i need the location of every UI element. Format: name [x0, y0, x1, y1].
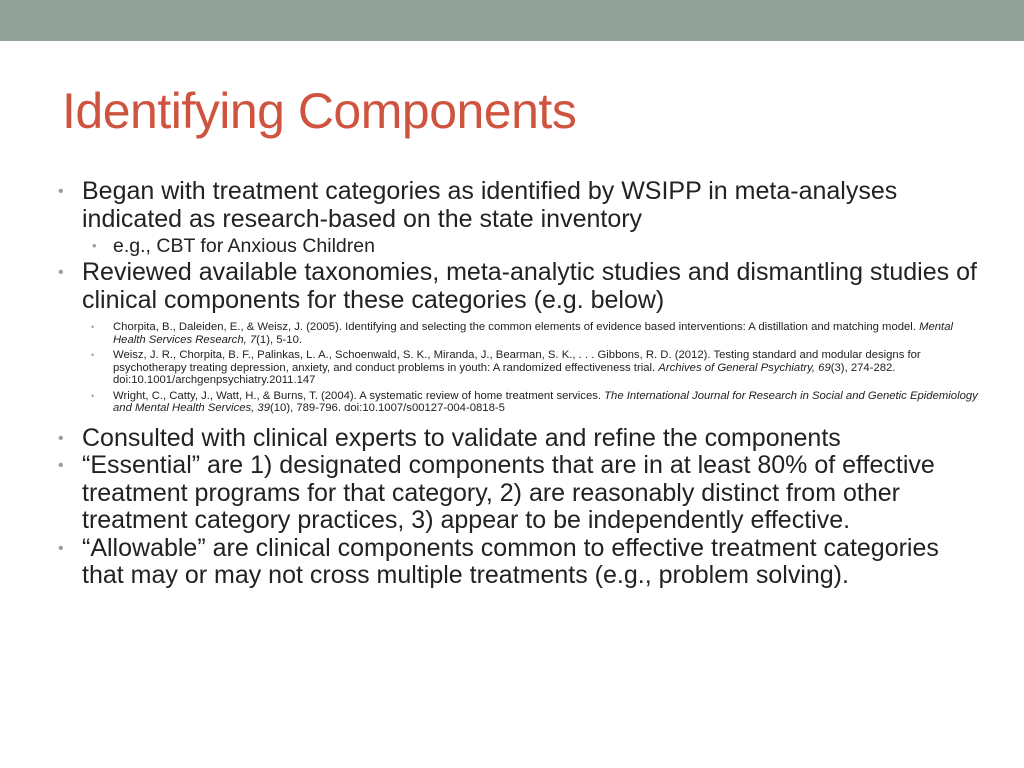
- reference-chorpita-2005: [58, 321, 978, 346]
- reference-details: (3), 274-282. doi:10.1001/archgenpsychiatry.2011.147: [113, 361, 896, 386]
- bullet-reviewed-taxonomies: • Reviewed available taxonomies, meta-analytic studies and dismantling studies of clinical components for these categories (e.g. below): [58, 259, 978, 314]
- reference-journal: Archives of General Psychiatry, 69: [658, 361, 831, 374]
- bullet-consulted-experts: • Consulted with clinical experts to validate and refine the components: [58, 425, 978, 453]
- bullet-essential-definition: • “Essential” are 1) designated components that are in at least 80% of effective treatment programs for that category, 2) are reasonably distinct from other treatment category practices, 3) appear to be independently effective.: [58, 452, 978, 535]
- reference-details: (1), 5-10.: [256, 333, 303, 346]
- reference-journal: Mental Health Services Research, 7: [113, 321, 953, 346]
- reference-details: (10), 789-796. doi:10.1007/s00127-004-0818-5: [270, 402, 505, 414]
- bullet-treatment-categories: • Began with treatment categories as identified by WSIPP in meta-analyses indicated as research-based on the state inventory: [58, 178, 978, 233]
- reference-text: Chorpita, B., Daleiden, E., & Weisz, J. (2005). Identifying and selecting the common elements of evidence based interventions: A distillation and matching model.: [113, 321, 920, 333]
- reference-journal: The International Journal for Research in Social and Genetic Epidemiology and Mental Health Services, 39: [113, 389, 978, 414]
- slide-content: [58, 178, 978, 590]
- sub-bullet-example: • e.g., CBT for Anxious Children: [58, 233, 978, 259]
- reference-weisz-2012: [58, 349, 978, 387]
- reference-wright-2004: [58, 390, 978, 415]
- bullet-allowable-definition: • “Allowable” are clinical components common to effective treatment categories that may or may not cross multiple treatments (e.g., problem solving).: [58, 535, 978, 590]
- reference-text: Wright, C., Catty, J., Watt, H., & Burns, T. (2004). A systematic review of home treatment services.: [113, 389, 605, 402]
- reference-text: Weisz, J. R., Chorpita, B. F., Palinkas, L. A., Schoenwald, S. K., Miranda, J., Bearman, S. K., . . . Gibbons, R. D. (2012). Testing standard and modular designs for psychotherapy treating depression, anxiety, and conduct problems in youth: A randomized effectiveness trial.: [113, 349, 921, 374]
- reference-list: [58, 321, 978, 415]
- top-accent-bar: [0, 0, 1024, 41]
- slide-title: Identifying Components: [62, 83, 577, 139]
